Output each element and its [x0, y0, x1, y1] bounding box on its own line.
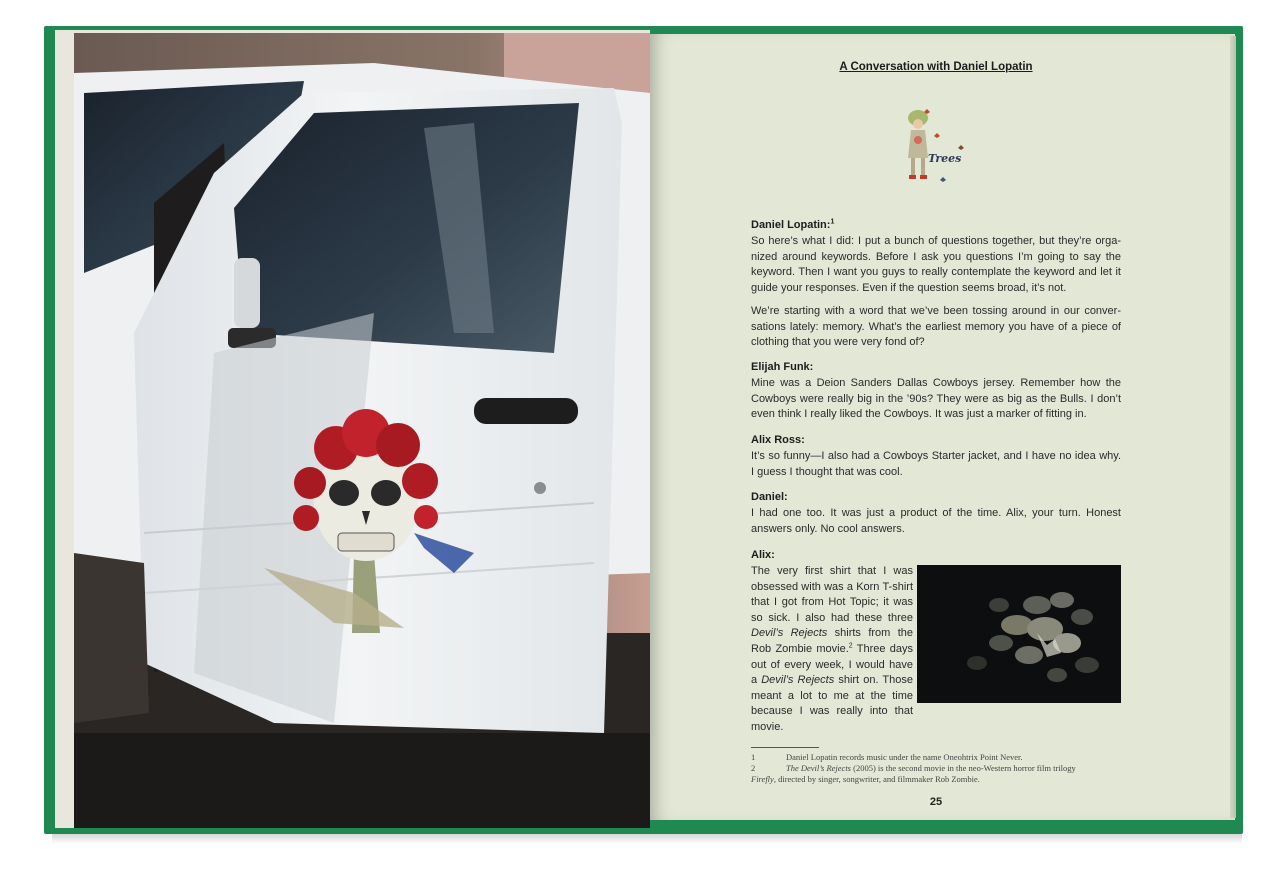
- stones-photo: [917, 565, 1121, 703]
- paragraph-alix: The very first shirt that I was obsessed with was a Korn T-shirt that I got from Hot Topic; it was so sick. I also had these three Devil’s Rejects shirts from the Rob Zombie movie.$^2$ Three days out of every week, I would have a Devil’s Rejects shirt on. Those meant a lot to me at the time because I was really into that movie.: [751, 565, 914, 733]
- speaker-alix-ross: Alix Ross:: [751, 434, 805, 446]
- speaker-daniel: Daniel:: [751, 491, 788, 503]
- paragraph-daniel: I had one too. It was just a product of the time. Alix, your turn. Honest answers only. No cool answers.: [751, 507, 1121, 535]
- page-number: 25: [929, 796, 943, 808]
- trees-emblem: [900, 106, 976, 188]
- footnote-rule: [751, 747, 819, 748]
- paragraph-keywords: So here’s what I did: I put a bunch of questions together, but they’re orga- nized around keywords. Before I ask you questions I’m going to say the keyword. Then I want you guys to really contemplate the keyword and let it guide your responses. Even if the question seems broad, it’s not.: [751, 235, 1121, 294]
- footnote-2-text: The Devil’s Rejects (2005) is the second movie in the neo-Western horror film trilogy: [786, 763, 1076, 773]
- page-edge: [1230, 36, 1236, 818]
- trees-label: Trees: [928, 152, 962, 165]
- speaker-alix: Alix:: [751, 549, 775, 561]
- footnote-2-number: 2: [751, 763, 756, 773]
- article-title: A Conversation with Daniel Lopatin: [839, 61, 1033, 73]
- paragraph-elijah: Mine was a Deion Sanders Dallas Cowboys jersey. Remember how the Cowboys were really big in the ’90s? They were as big as the Bulls. I don’t even think I really liked the Cowboys. It was just a marker of fitting in.: [751, 377, 1121, 421]
- speaker-elijah-funk: Elijah Funk:: [751, 361, 814, 373]
- paragraph-alix-ross: It’s so funny—I also had a Cowboys Starter jacket, and I have no idea why. I guess I thought that was cool.: [751, 450, 1121, 478]
- footnote-1-text: Daniel Lopatin records music under the name Oneohtrix Point Never.: [786, 752, 1023, 762]
- footnote-2-continued: Firefly, directed by singer, songwriter, and filmmaker Rob Zombie.: [751, 774, 980, 784]
- speaker-daniel-lopatin: Daniel Lopatin:$^1$: [751, 218, 835, 231]
- van-door-photo: [74, 33, 650, 828]
- paragraph-memory: We’re starting with a word that we’ve been tossing around in our conver- sations lately: memory. What’s the earliest memory you have of a piece of clothing that you were very fond of?: [751, 305, 1121, 349]
- footnote-1-number: 1: [751, 752, 756, 762]
